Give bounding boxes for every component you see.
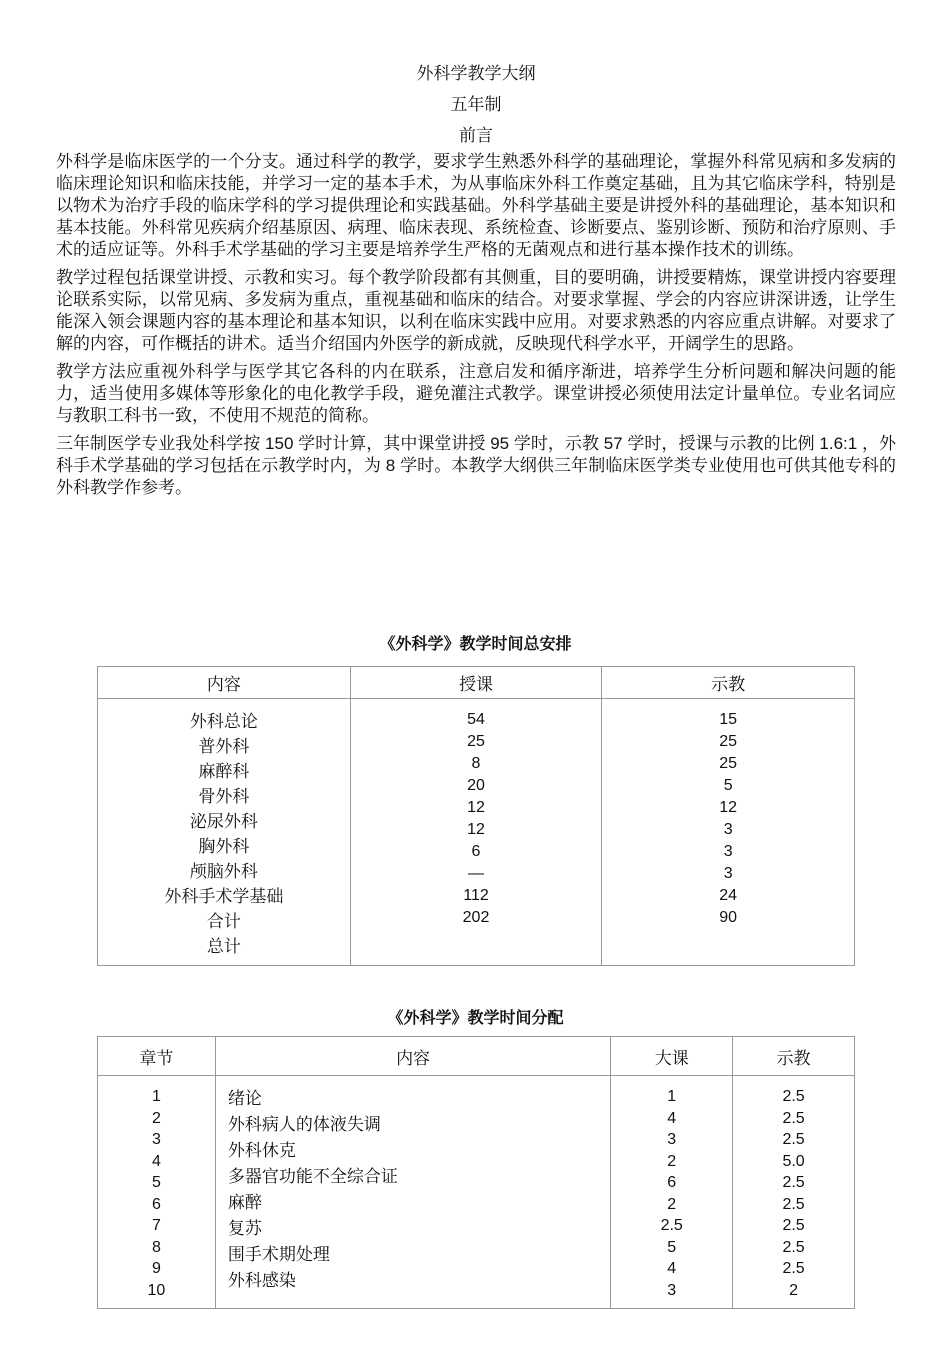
chapter-number: 7 — [151, 1217, 161, 1234]
demo-value: 2.5 — [782, 1131, 805, 1148]
header-content: 内容 — [215, 1037, 610, 1076]
document-title: 外科学教学大纲 — [416, 64, 536, 83]
content-item: 颅脑外科 — [189, 862, 258, 881]
lecture-value: 112 — [463, 887, 489, 904]
header-chapter: 章节 — [98, 1037, 216, 1076]
content-item: 复苏 — [227, 1219, 262, 1238]
demo-value: 2.5 — [782, 1109, 805, 1127]
lecture-value: 2 — [667, 1195, 677, 1213]
lecture-value: 4 — [667, 1109, 677, 1127]
content-item: 外科手术学基础 — [164, 887, 284, 906]
demo-value: 12 — [719, 799, 738, 816]
demo-value: 2.5 — [782, 1217, 805, 1234]
content-item: 合计 — [206, 912, 241, 931]
chapter-number: 8 — [151, 1238, 161, 1256]
lecture-value: 5 — [667, 1238, 677, 1256]
lecture-value: 6 — [471, 843, 481, 860]
section-heading: 前言 — [459, 126, 493, 145]
lecture-column — [611, 1076, 733, 1309]
lecture-value: 3 — [667, 1131, 677, 1148]
demo-value: 5 — [723, 777, 733, 794]
lecture-value: 25 — [467, 733, 485, 750]
table-row — [98, 1076, 855, 1309]
lecture-value: 6 — [667, 1174, 677, 1191]
demo-column — [602, 699, 855, 966]
schedule-summary-table — [97, 666, 855, 966]
lecture-value: 4 — [667, 1260, 677, 1277]
chapter-number: 3 — [151, 1131, 161, 1148]
content-item: 绪论 — [227, 1089, 262, 1108]
chapter-number: 1 — [151, 1088, 161, 1105]
content-item: 麻醉 — [227, 1193, 262, 1212]
chapter-column — [98, 1076, 216, 1309]
demo-value: 2.5 — [782, 1195, 805, 1213]
table-header-row — [98, 1037, 855, 1076]
table-row — [98, 699, 855, 966]
lecture-value: 12 — [467, 799, 485, 816]
table1-caption: 《外科学》教学时间总安排 — [379, 636, 572, 653]
content-item: 泌尿外科 — [189, 812, 258, 831]
lecture-value: 3 — [667, 1281, 677, 1299]
lecture-value: 20 — [467, 777, 485, 794]
content-item: 外科总论 — [189, 712, 258, 731]
header-lecture: 大课 — [611, 1037, 733, 1076]
demo-value: 3 — [723, 865, 733, 882]
lecture-value: 12 — [467, 821, 485, 838]
lecture-column — [350, 699, 602, 966]
chapter-number: 2 — [151, 1109, 161, 1127]
header-demo: 示教 — [602, 667, 855, 699]
demo-value: 15 — [719, 711, 738, 728]
demo-value: 3 — [723, 821, 733, 838]
lecture-value: 1 — [667, 1088, 677, 1105]
chapter-number: 6 — [151, 1195, 161, 1213]
demo-value: 2.5 — [782, 1174, 805, 1191]
header-content: 内容 — [98, 667, 351, 699]
schedule-allocation-table — [97, 1036, 855, 1309]
content-item: 麻醉科 — [198, 762, 250, 781]
demo-value: 25 — [719, 733, 738, 750]
content-item: 胸外科 — [198, 837, 250, 856]
demo-column — [733, 1076, 855, 1309]
paragraph-2: 教学过程包括课堂讲授、示教和实习。每个教学阶段都有其侧重，目的要明确，讲授要精炼，课堂讲授内容要理论联系实际，以常见病、多发病为重点，重视基础和临床的结合。对要求掌握、学会的内容应讲深讲透，让学生能深入领会课题内容的基本理论和基本知识，以利在临床实践中应用。对要求熟悉的内容应重点讲解。对要求了解的内容，可作概括的讲术。适当介绍国内外医学的新成就，反映现代科学水平，开阔学生的思路。 — [56, 268, 896, 353]
header-demo: 示教 — [733, 1037, 855, 1076]
lecture-value: 2.5 — [660, 1217, 683, 1234]
content-item: 多器官功能不全综合证 — [227, 1167, 398, 1186]
table2-caption: 《外科学》教学时间分配 — [387, 1010, 564, 1027]
demo-value: 5.0 — [782, 1152, 805, 1170]
content-column — [98, 699, 351, 966]
paragraph-4: 三年制医学专业我处科学按 150 学时计算，其中课堂讲授 95 学时，示教 57 学时，授课与示教的比例 1.6:1 ，外科手术学基础的学习包括在示教学时内，为 8 学时。本教学大纲供三年制临床医学类专业使用也可供其他专科的外科教学作参考。 — [56, 434, 896, 497]
demo-value: 2.5 — [782, 1238, 805, 1256]
paragraph-3: 教学方法应重视外科学与医学其它各科的内在联系，注意启发和循序渐进，培养学生分析问题和解决问题的能力，适当使用多媒体等形象化的电化教学手段，避免灌注式教学。课堂讲授必须使用法定计量单位。专业名词应与教职工科书一致，不使用不规范的简称。 — [56, 362, 896, 425]
content-item: 围手术期处理 — [227, 1245, 330, 1264]
document-subtitle: 五年制 — [450, 95, 502, 114]
table-header-row — [98, 667, 855, 699]
content-item: 外科感染 — [227, 1271, 296, 1290]
demo-value: 2 — [789, 1281, 799, 1299]
demo-value: 3 — [723, 843, 733, 860]
document-page — [56, 58, 896, 505]
content-column — [215, 1076, 610, 1309]
demo-value: 24 — [719, 887, 738, 904]
lecture-value: 202 — [462, 909, 490, 926]
content-item: 外科休克 — [227, 1141, 296, 1160]
chapter-number: 4 — [151, 1152, 161, 1170]
lecture-value: 2 — [667, 1152, 677, 1170]
chapter-number: 5 — [151, 1174, 161, 1191]
header-lecture: 授课 — [350, 667, 602, 699]
demo-value: 25 — [719, 755, 738, 772]
lecture-value: 8 — [471, 755, 481, 772]
lecture-value: — — [467, 865, 484, 882]
content-item: 骨外科 — [198, 787, 250, 806]
chapter-number: 10 — [147, 1281, 166, 1299]
lecture-value: 54 — [467, 711, 485, 728]
content-item: 外科病人的体液失调 — [227, 1115, 381, 1134]
paragraph-1: 外科学是临床医学的一个分支。通过科学的教学，要求学生熟悉外科学的基础理论，掌握外科常见病和多发病的临床理论知识和临床技能，并学习一定的基本手术，为从事临床外科工作奠定基础，且为其它临床学科，特别是以物术为治疗手段的临床学科的学习提供理论和实践基础。外科学基础主要是讲授外科的基础理论，基本知识和基本技能。外科常见疾病介绍基原因、病理、临床表现、系统检查、诊断要点、鉴别诊断、预防和治疗原则、手术的适应证等。外科手术学基础的学习主要是培养学生严格的无菌观点和进行基本操作技术的训练。 — [56, 152, 896, 259]
content-item: 总计 — [206, 937, 241, 956]
demo-value: 90 — [719, 909, 738, 926]
content-item: 普外科 — [198, 737, 250, 756]
chapter-number: 9 — [151, 1260, 161, 1277]
demo-value: 2.5 — [782, 1260, 805, 1277]
demo-value: 2.5 — [782, 1088, 805, 1105]
